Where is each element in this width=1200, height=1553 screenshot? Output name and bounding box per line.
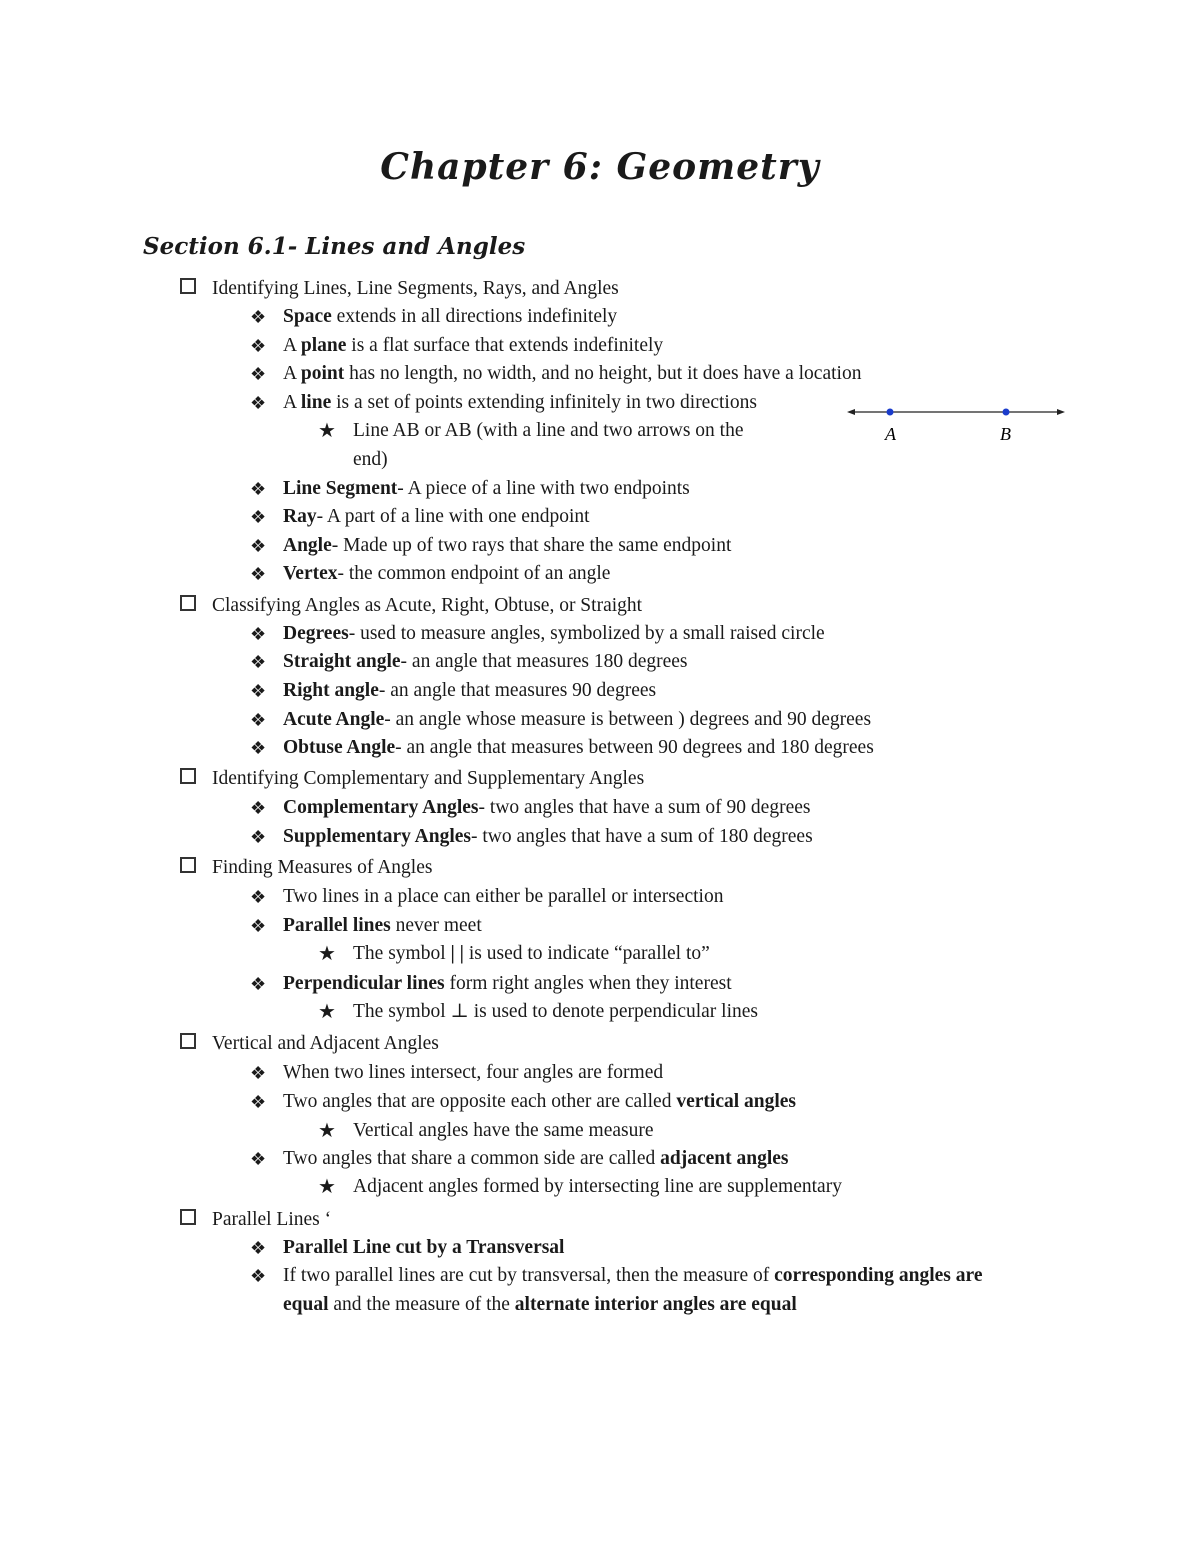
diamond-bullet-icon: ❖ (250, 887, 267, 907)
list-item-continued: equal and the measure of the alternate interior angles are equal (283, 1294, 797, 1315)
star-bullet-icon: ★ (318, 1120, 336, 1142)
checkbox-icon (180, 278, 196, 294)
diamond-bullet-icon: ❖ (250, 681, 267, 701)
diamond-bullet-icon: ❖ (250, 738, 267, 758)
topic-label: Identifying Complementary and Supplementary Angles (212, 768, 645, 789)
star-bullet-icon: ★ (318, 1176, 336, 1198)
checkbox-icon (180, 595, 196, 611)
page-title: Chapter 6: Geometry (380, 146, 820, 188)
topic-label: Finding Measures of Angles (212, 857, 433, 878)
diamond-bullet-icon: ❖ (250, 624, 267, 644)
topic-label: Vertical and Adjacent Angles (212, 1033, 439, 1054)
diamond-bullet-icon: ❖ (250, 710, 267, 730)
diamond-bullet-icon: ❖ (250, 564, 267, 584)
topic-label: Identifying Lines, Line Segments, Rays, and Angles (212, 278, 619, 299)
arrow-left-icon (847, 409, 855, 415)
diamond-bullet-icon: ❖ (250, 974, 267, 994)
point-a-label: A (885, 424, 896, 444)
section-heading: Section 6.1- Lines and Angles (143, 233, 526, 260)
point-a (887, 409, 894, 416)
topic-label: Classifying Angles as Acute, Right, Obtuse, or Straight (212, 595, 643, 616)
diamond-bullet-icon: ❖ (250, 307, 267, 327)
diamond-bullet-icon: ❖ (250, 916, 267, 936)
diamond-bullet-icon: ❖ (250, 336, 267, 356)
diamond-bullet-icon: ❖ (250, 364, 267, 384)
diamond-bullet-icon: ❖ (250, 1238, 267, 1258)
diamond-bullet-icon: ❖ (250, 1149, 267, 1169)
diamond-bullet-icon: ❖ (250, 536, 267, 556)
checkbox-icon (180, 1209, 196, 1225)
sub-list-item-continued: end) (353, 449, 388, 470)
diamond-bullet-icon: ❖ (250, 479, 267, 499)
diamond-bullet-icon: ❖ (250, 798, 267, 818)
diamond-bullet-icon: ❖ (250, 827, 267, 847)
checkbox-icon (180, 857, 196, 873)
line-ab-diagram (845, 398, 1070, 448)
diamond-bullet-icon: ❖ (250, 507, 267, 527)
checkbox-icon (180, 768, 196, 784)
diamond-bullet-icon: ❖ (250, 393, 267, 413)
star-bullet-icon: ★ (318, 943, 336, 965)
star-bullet-icon: ★ (318, 420, 336, 442)
star-bullet-icon: ★ (318, 1001, 336, 1023)
topic-label: Parallel Lines ‘ (212, 1209, 332, 1230)
diamond-bullet-icon: ❖ (250, 652, 267, 672)
diamond-bullet-icon: ❖ (250, 1092, 267, 1112)
point-b-label: B (1000, 424, 1011, 444)
diamond-bullet-icon: ❖ (250, 1266, 267, 1286)
point-b (1003, 409, 1010, 416)
arrow-right-icon (1057, 409, 1065, 415)
checkbox-icon (180, 1033, 196, 1049)
diamond-bullet-icon: ❖ (250, 1063, 267, 1083)
